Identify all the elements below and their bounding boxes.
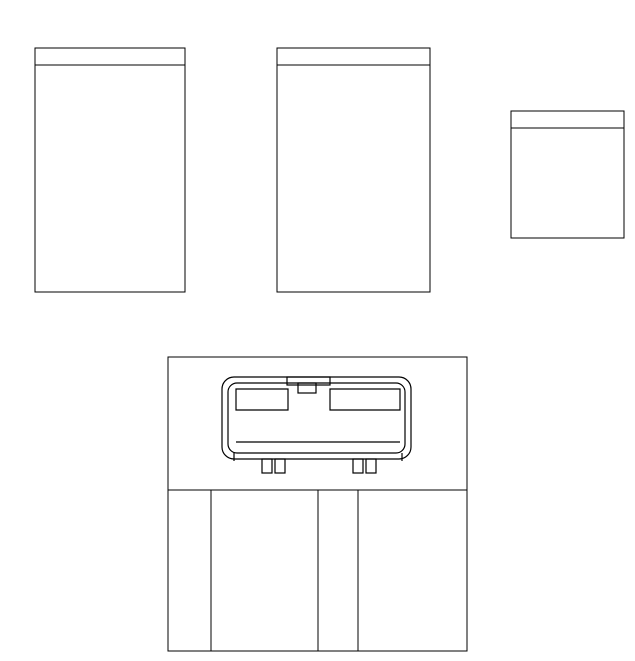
pin-description-table	[168, 490, 467, 651]
front-seat-module	[35, 48, 185, 292]
cushion-heater-module	[511, 111, 624, 238]
seat-heater-unit-module	[277, 48, 430, 292]
